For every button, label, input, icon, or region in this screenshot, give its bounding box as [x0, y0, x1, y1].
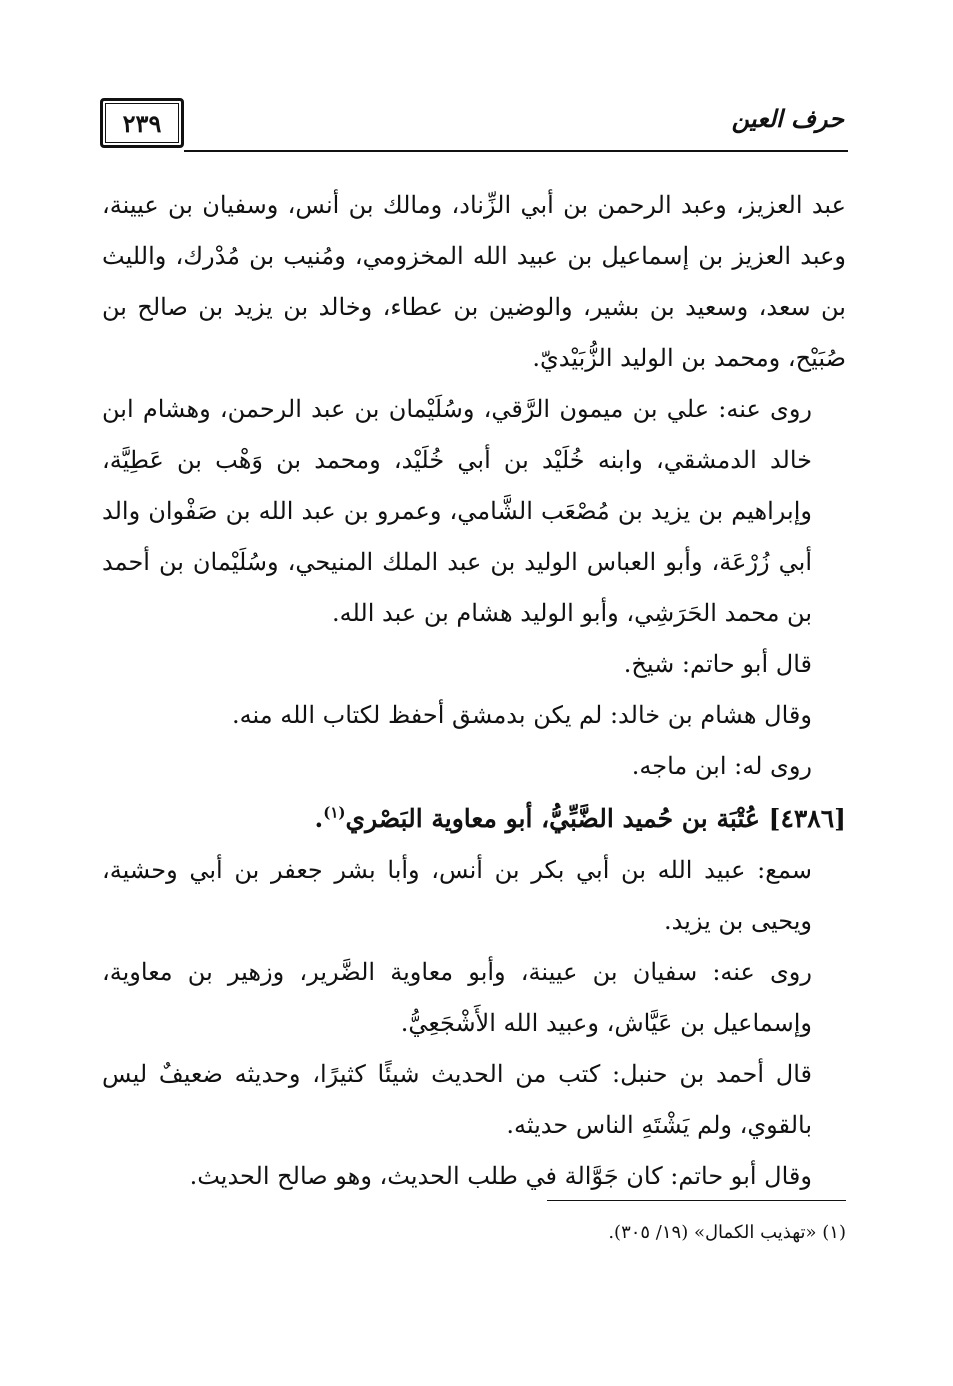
paragraph-hisham: وقال هشام بن خالد: لم يكن بدمشق أحفظ لكتاب الله منه.	[231, 701, 812, 729]
page-number-box	[100, 98, 184, 148]
paragraph-narrators: روى عنه: علي بن ميمون الرَّقي، وسُلَيْمان بن عبد الرحمن، وهشام ابن خالد الدمشقي، وابنه خُلَيْد بن أبي خُلَيْد، ومحمد بن وَهْب بن عَطِيَّة، وإبراهيم بن يزيد بن مُصْعَب الشَّامي، وعمرو بن عبد الله بن صَفْوان والد أبي زُرْعَة، وأبو العباس الوليد بن عبد الملك المنيحي، وسُلَيْمان بن أحمد بن محمد الحَرَشِي، وأبو الوليد هشام بن عبد الله.	[102, 395, 812, 627]
page-number: ٢٣٩	[122, 108, 162, 138]
entry-heading	[102, 792, 846, 845]
main-text	[102, 180, 846, 1202]
paragraph-teachers: عبد العزيز، وعبد الرحمن بن أبي الزِّناد، ومالك بن أنس، وسفيان بن عيينة، وعبد العزيز بن إسماعيل بن عبيد الله المخزومي، ومُنيب بن مُدْرك، والليث بن سعد، وسعيد بن بشير، والوضين بن عطاء، وخالد بن يزيد بن صالح بن صُبَيْح، ومحمد بن الوليد الزُّبَيْديّ.	[102, 191, 846, 372]
entry-end: .	[314, 804, 324, 833]
footnote-rule	[547, 1200, 846, 1201]
page-header	[100, 98, 848, 156]
entry-number: [٤٣٨٦]	[768, 804, 846, 833]
footnote: (١) «تهذيب الكمال» (١٩/ ٣٠٥).	[608, 1222, 846, 1243]
header-rule	[184, 150, 848, 152]
entry-name: عُتْبَة بن حُميد الضَّبِّيُّ، أبو معاوية البَصْري	[345, 804, 760, 833]
entry-paragraph-ahmad: قال أحمد بن حنبل: كتب من الحديث شيئًا كثيرًا، وحديثه ضعيفٌ ليس بالقوي، ولم يَشْتَهِ الناس حديثه.	[102, 1060, 812, 1139]
footnote-reference: (١)	[323, 803, 346, 822]
entry-paragraph-abu-hatim: وقال أبو حاتم: كان جَوَّالة في طلب الحديث، وهو صالح الحديث.	[189, 1162, 812, 1190]
running-title: حرف العين	[731, 104, 844, 133]
paragraph-transmitted-by: روى له: ابن ماجه.	[631, 752, 812, 780]
entry-paragraph-heard: سمع: عبيد الله بن أبي بكر بن أنس، وأبا بشر جعفر بن أبي وحشية، ويحيى بن يزيد.	[102, 856, 812, 935]
paragraph-abu-hatim: قال أبو حاتم: شيخ.	[623, 650, 812, 678]
entry-paragraph-narrators: روى عنه: سفيان بن عيينة، وأبو معاوية الضَّرير، وزهير بن معاوية، وإسماعيل بن عَيَّاش، وعبيد الله الأَشْجَعِيُّ.	[102, 958, 812, 1037]
